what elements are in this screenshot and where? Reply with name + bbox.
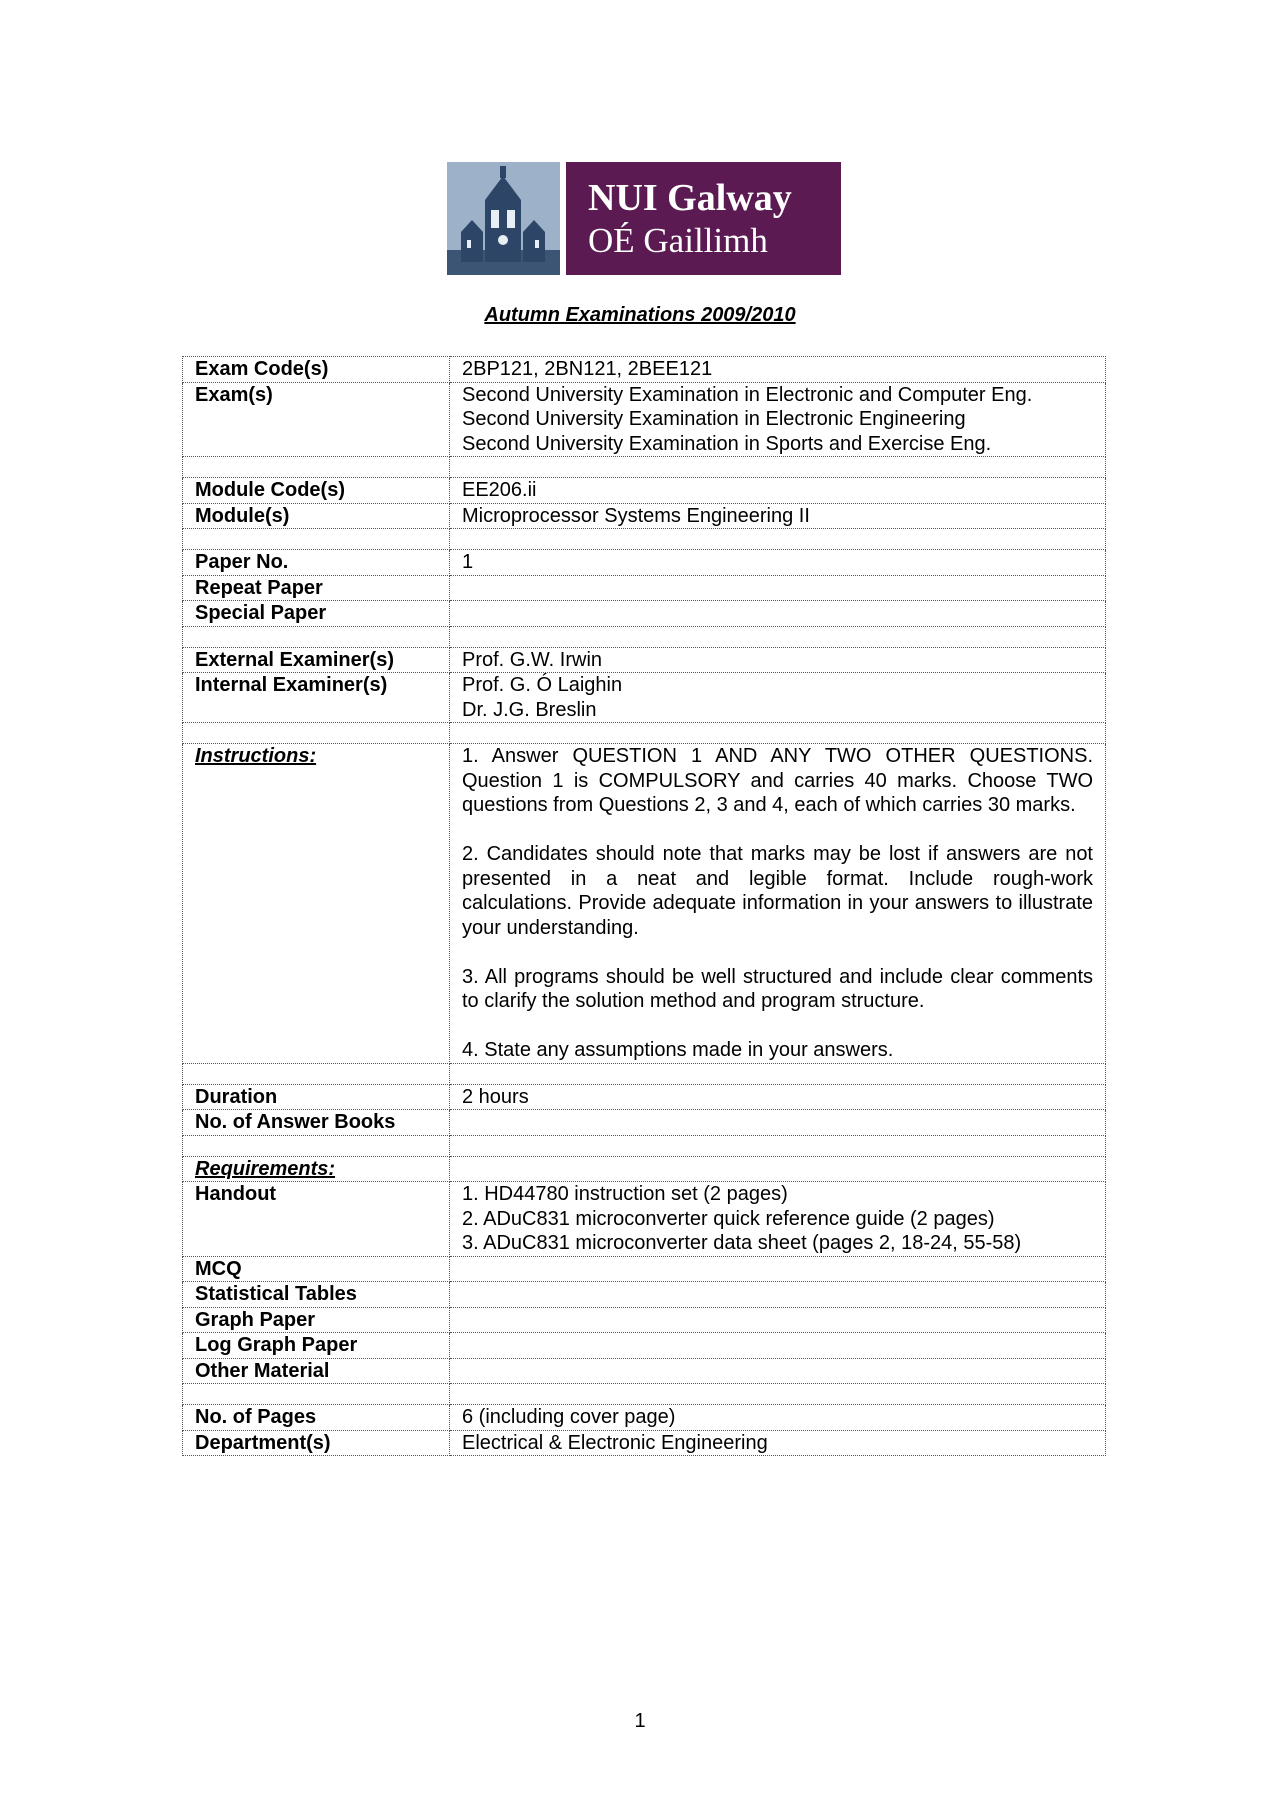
value-exams bbox=[450, 382, 1106, 457]
value-paper-no: 1 bbox=[450, 550, 1106, 576]
label-module-codes: Module Code(s) bbox=[183, 478, 450, 504]
exam-details-table bbox=[182, 356, 1106, 1456]
label-mcq: MCQ bbox=[183, 1256, 450, 1282]
row-duration bbox=[183, 1084, 1106, 1110]
label-handout: Handout bbox=[183, 1182, 450, 1257]
row-graph-paper bbox=[183, 1307, 1106, 1333]
value-departments: Electrical & Electronic Engineering bbox=[450, 1430, 1106, 1456]
value-modules: Microprocessor Systems Engineering II bbox=[450, 503, 1106, 529]
exam-line: Second University Examination in Sports and Exercise Eng. bbox=[462, 432, 992, 455]
instruction-paragraph: 3. All programs should be well structured and include clear comments to clarify the solution method and program structure. bbox=[462, 965, 1093, 1012]
value-graph-paper bbox=[450, 1307, 1106, 1333]
instruction-paragraph: 1. Answer QUESTION 1 AND ANY TWO OTHER QUESTIONS. Question 1 is COMPULSORY and carries 40 marks. Choose TWO questions from Questions 2, 3 and 4, each of which carries 30 marks. bbox=[462, 745, 1093, 816]
label-other-material: Other Material bbox=[183, 1358, 450, 1384]
row-module-codes bbox=[183, 478, 1106, 504]
row-handout bbox=[183, 1182, 1106, 1257]
value-repeat-paper bbox=[450, 575, 1106, 601]
value-mcq bbox=[450, 1256, 1106, 1282]
label-instructions: Instructions: bbox=[183, 744, 450, 1064]
label-repeat-paper: Repeat Paper bbox=[183, 575, 450, 601]
handout-line: 1. HD44780 instruction set (2 pages) bbox=[462, 1183, 788, 1205]
instruction-paragraph: 4. State any assumptions made in your answers. bbox=[462, 1039, 894, 1061]
label-exams: Exam(s) bbox=[183, 382, 450, 457]
tower-emblem-icon bbox=[447, 162, 560, 275]
value-instructions bbox=[450, 744, 1106, 1064]
value-answer-books bbox=[450, 1110, 1106, 1136]
value-exam-codes: 2BP121, 2BN121, 2BEE121 bbox=[450, 357, 1106, 383]
value-special-paper bbox=[450, 601, 1106, 627]
value-statistical-tables bbox=[450, 1282, 1106, 1308]
row-answer-books bbox=[183, 1110, 1106, 1136]
row-departments bbox=[183, 1430, 1106, 1456]
row-external-examiners bbox=[183, 647, 1106, 673]
page-number: 1 bbox=[634, 1710, 646, 1732]
value-other-material bbox=[450, 1358, 1106, 1384]
label-duration: Duration bbox=[183, 1084, 450, 1110]
row-exam-codes bbox=[183, 357, 1106, 383]
spacer-row bbox=[183, 457, 1106, 478]
row-statistical-tables bbox=[183, 1282, 1106, 1308]
value-requirements bbox=[450, 1156, 1106, 1182]
label-log-graph-paper: Log Graph Paper bbox=[183, 1333, 450, 1359]
row-requirements bbox=[183, 1156, 1106, 1182]
handout-line: 2. ADuC831 microconverter quick reference guide (2 pages) bbox=[462, 1207, 995, 1230]
row-no-of-pages bbox=[183, 1405, 1106, 1431]
label-special-paper: Special Paper bbox=[183, 601, 450, 627]
row-modules bbox=[183, 503, 1106, 529]
row-repeat-paper bbox=[183, 575, 1106, 601]
spacer-row bbox=[183, 1384, 1106, 1405]
value-log-graph-paper bbox=[450, 1333, 1106, 1359]
spacer-row bbox=[183, 626, 1106, 647]
label-answer-books: No. of Answer Books bbox=[183, 1110, 450, 1136]
label-no-of-pages: No. of Pages bbox=[183, 1405, 450, 1431]
row-paper-no bbox=[183, 550, 1106, 576]
label-paper-no: Paper No. bbox=[183, 550, 450, 576]
logo-line-english: NUI Galway bbox=[588, 176, 792, 219]
row-exams bbox=[183, 382, 1106, 457]
value-no-of-pages: 6 (including cover page) bbox=[450, 1405, 1106, 1431]
university-logo bbox=[447, 162, 841, 275]
label-requirements: Requirements: bbox=[183, 1156, 450, 1182]
row-mcq bbox=[183, 1256, 1106, 1282]
value-external-examiners: Prof. G.W. Irwin bbox=[450, 647, 1106, 673]
exam-line: Second University Examination in Electronic and Computer Eng. bbox=[462, 383, 1033, 406]
instruction-paragraph: 2. Candidates should note that marks may be lost if answers are not presented in a neat and legible format. Include rough-work calculations. Provide adequate information in your answers to illustrate your understanding. bbox=[462, 843, 1093, 939]
row-special-paper bbox=[183, 601, 1106, 627]
value-handout bbox=[450, 1182, 1106, 1257]
value-module-codes: EE206.ii bbox=[450, 478, 1106, 504]
label-departments: Department(s) bbox=[183, 1430, 450, 1456]
label-modules: Module(s) bbox=[183, 503, 450, 529]
value-internal-examiners bbox=[450, 673, 1106, 723]
spacer-row bbox=[183, 1135, 1106, 1156]
spacer-row bbox=[183, 723, 1106, 744]
row-internal-examiners bbox=[183, 673, 1106, 723]
label-exam-codes: Exam Code(s) bbox=[183, 357, 450, 383]
row-instructions bbox=[183, 744, 1106, 1064]
examiner-line: Prof. G. Ó Laighin bbox=[462, 674, 623, 696]
row-log-graph-paper bbox=[183, 1333, 1106, 1359]
spacer-row bbox=[183, 1063, 1106, 1084]
exam-session-title: Autumn Examinations 2009/2010 bbox=[484, 304, 796, 326]
exam-line: Second University Examination in Electronic Engineering bbox=[462, 408, 966, 430]
spacer-row bbox=[183, 529, 1106, 550]
logo-line-irish: OÉ Gaillimh bbox=[588, 220, 768, 260]
label-external-examiners: External Examiner(s) bbox=[183, 647, 450, 673]
examiner-line: Dr. J.G. Breslin bbox=[462, 698, 597, 721]
row-other-material bbox=[183, 1358, 1106, 1384]
label-internal-examiners: Internal Examiner(s) bbox=[183, 673, 450, 723]
label-statistical-tables: Statistical Tables bbox=[183, 1282, 450, 1308]
value-duration: 2 hours bbox=[450, 1084, 1106, 1110]
handout-line: 3. ADuC831 microconverter data sheet (pages 2, 18-24, 55-58) bbox=[462, 1232, 1022, 1254]
label-graph-paper: Graph Paper bbox=[183, 1307, 450, 1333]
logo-wordmark bbox=[566, 162, 841, 275]
